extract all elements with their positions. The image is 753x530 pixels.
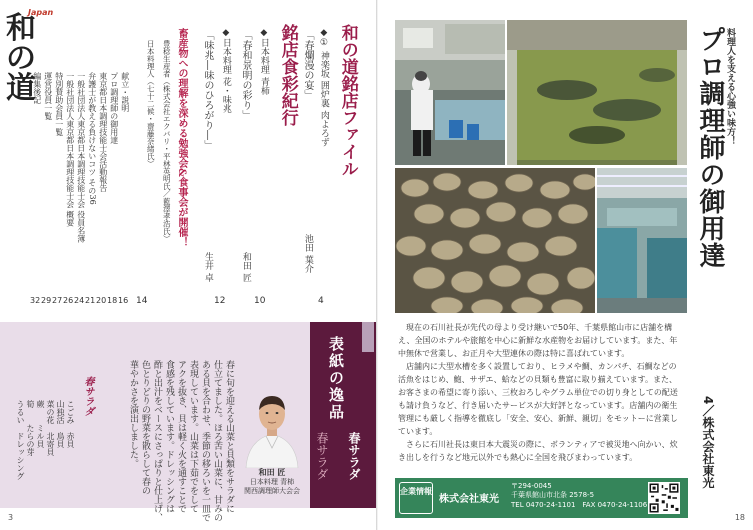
cover-menu-title: 春サラダ [82,376,93,416]
toc-misc-item[interactable]: 献立・説明 [120,72,130,112]
cover-text-line: 色とりどりの野菜を散らして春の [140,360,151,495]
cover-text-line: ある貝を合わせ、季節の移ろいを一皿で [200,360,211,522]
cover-band-label-2: 春サラダ [347,432,361,480]
toc-misc-item[interactable]: 一般社団法人東京都日本調理技能士会 役員名簿 [76,72,86,243]
cover-menu-item: うるい ドレッシング [16,400,25,480]
corp-name: 株式会社東光 [439,494,499,505]
toc-misc-page: 24 [74,296,85,305]
toc-misc-page: 27 [52,296,63,305]
photo-shellfish [395,168,595,313]
cover-text-line: 食感を残しています。ドレッシングは [164,360,175,513]
side-title: プロ調理師の御用達 [695,26,725,269]
toc-misc-item[interactable]: 運営役員一覧 [43,72,53,120]
toc-item1-bullet[interactable]: ◆① 神楽坂 囲炉裏 肉よろず [318,28,329,147]
toc-misc-page: 32 [30,296,41,305]
toc-item2-page: 10 [254,296,266,306]
article-paragraph-3: さらに石川社長は東日本大震災の際に、ボランティアで被災地へ向かい、炊き出しを行うなど地元以外でも熱心に全国を飛びまわっています。 [398,439,678,462]
toc-red-heading[interactable]: 畜産物への理解を深める勉強会&食事会が開催！ [176,28,187,248]
toc-item1-author: 池田 葉介 [302,234,313,273]
article-paragraph-1: 現在の石川社長が先代の母より受け継いで50年、千葉県館山市に店舗を構え、全国のホテルや旅館を中心に新鮮な水産物をお届けしています。また、年中無休で営業し、お正月や大型連休の際は特に喜ばれています。 [398,323,678,358]
toc-misc-item[interactable]: 編集後記 [32,72,42,104]
article-body [398,322,682,464]
side-company: 4／株式会社東光 [701,396,715,489]
photo-fish-tank [507,20,687,165]
chef-caption [232,468,312,496]
toc-misc-page: 26 [63,296,74,305]
toc-heading-meiten-file: 和の道銘店ファイル [337,24,358,177]
logo-main-text: 和の道 [6,11,34,106]
band-tab [362,322,374,352]
cover-menu-item: 菜の花 北寄貝 [46,400,55,456]
toc-misc-page: 18 [107,296,118,305]
toc-item1-page: 4 [318,296,324,306]
cover-text-line: 仕立てました。ほろ苦い山菜に、甘みの [212,360,223,522]
toc-item2-bullet[interactable]: ◆日本料理 青柿 [258,28,269,95]
spread-gutter [376,0,378,530]
toc-item2-sub[interactable]: 「春和景明の彩り」 [240,30,251,120]
toc-misc-page: 29 [41,296,52,305]
chef-name: 和田 匠 [258,468,286,477]
toc-item3-sub[interactable]: 「味兆―味のひろがり―」 [202,30,213,150]
toc-misc-item[interactable]: 弁護士が教える負けないコツ その36 [87,72,97,205]
toc-misc-page: 20 [96,296,107,305]
cover-title: 表紙の逸品 [327,336,345,421]
toc-heading-shokusai: 銘店食彩紀行 [277,24,298,126]
toc-misc-page: 21 [85,296,96,305]
cover-text-line: 表現しています。山菜は下茹でをして [188,360,199,513]
toc-red-sub2: 日本料理人（七十二候・齋藤奈緒氏） [146,40,156,168]
right-page-number: 18 [734,513,745,522]
cover-text-line: アクを抜き、貝は軽く火を通すことで [176,360,187,513]
toc-misc-item[interactable]: 特別賛助会員一覧 [54,72,64,136]
toc-item3-page: 12 [214,296,226,306]
corp-address: 千葉県館山市北条 2578-5 [511,491,595,500]
cover-menu-item: 蕨 ミル貝 [36,400,45,448]
chef-title1: 日本料理 青柿 [249,478,295,486]
photo-worker-tanks [395,20,505,165]
chef-portrait [240,382,304,468]
corp-address-block [511,482,647,510]
chef-title2: 関西調理師大会会 [244,486,300,495]
photo-shop-interior [597,168,687,313]
toc-misc-item[interactable]: 東京都日本調理技能士会活動報告 [98,72,108,192]
toc-item1-sub[interactable]: 「春爛漫の宴」 [302,30,313,100]
cover-text-line: 酢と出汁をベースにさっぱりと仕上げ、 [152,360,163,522]
side-caption: 料理人を支える心強い味方！ [725,28,735,145]
corp-postal: 〒294-0045 [511,482,552,490]
article-paragraph-2: 店舗内に大型水槽を多く設置しており、ヒラメや鯛、カンパチ、石鯛などの活魚をはじめ、鮑、サザエ、蛤などの貝類も豊富に取り揃えています。また、お客さまの希望に寄り添い、三枚おろしやグラム単位での切り身としての配送も請け負うなど、行き届いたサービスが大好評となっています。店舗内の衛生管理にも厳しく指導を徹底し「安全、安心、新鮮、親切」をモットーに営業しています。 [398,361,678,436]
toc-item2-author: 和田 匠 [240,252,251,282]
toc-misc-page: 16 [118,296,129,305]
left-page-number: 3 [8,513,14,522]
logo-japan-text: Japan [28,8,54,17]
qr-code-icon[interactable] [648,482,680,514]
cover-band-label: 春サラダ [315,432,329,480]
cover-menu-item: 筍 たらの芽 [26,400,35,456]
cover-menu-item: こごみ 赤貝 [66,400,75,448]
corp-tel: TEL 0470-24-1101 FAX 0470-24-1106 [511,500,648,509]
toc-item3-author: 生井 卓 [202,252,213,282]
cover-menu-item: 山独活 鳥貝 [56,400,65,448]
toc-red-sub1: 豊稔生産者（株式会社エクバリ・平林英明氏／藍澤孝浩氏） [162,40,172,243]
cover-text-line: 春に旬を迎える山菜と貝類をサラダに [224,360,235,513]
corp-badge: 企業情報 [399,482,433,514]
corporate-info-box [395,478,688,518]
toc-misc-item[interactable]: 一般社団法人東京都日本調理技能士会 概要 [65,72,75,227]
toc-red-page: 14 [136,296,148,306]
cover-text-line: 華やかさを演出しました。 [128,360,139,468]
toc-item3-bullet[interactable]: ◆日本料理 花・味兆 [220,28,231,113]
toc-misc-item[interactable]: プロ調理師の御用達 [109,72,119,144]
